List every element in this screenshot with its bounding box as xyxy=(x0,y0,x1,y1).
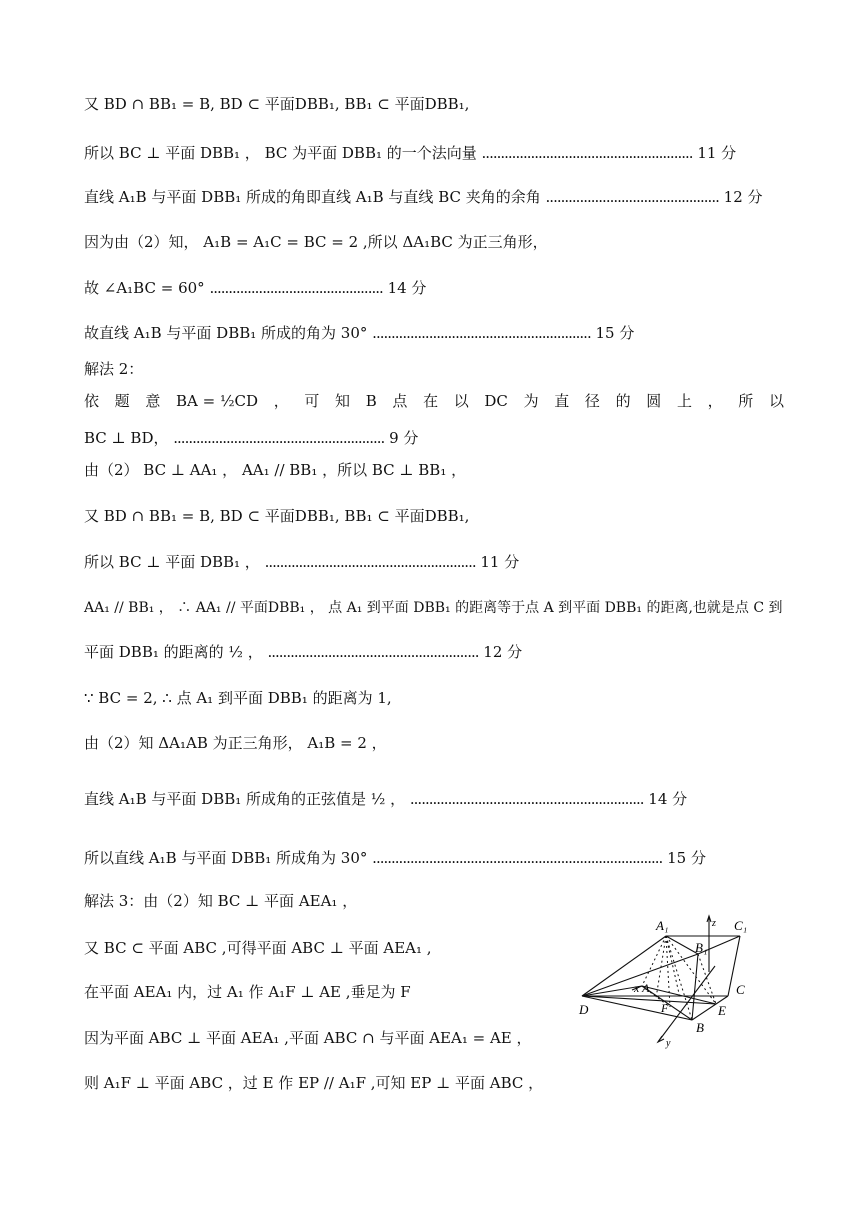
text-line-10: 由（2） BC ⊥ AA₁ ， AA₁ // BB₁ ，所以 BC ⊥ BB₁ ， xyxy=(84,461,467,479)
label-B: B xyxy=(696,1020,704,1035)
text-line-11: 又 BD ∩ BB₁ = B, BD ⊂ 平面DBB₁, BB₁ ⊂ 平面DBB₁, xyxy=(84,507,470,525)
line-8-word: 以 xyxy=(453,392,469,410)
label-z: z xyxy=(712,918,716,929)
line-2-text: 所以 BC ⊥ 平面 DBB₁ ， BC 为平面 DBB₁ 的一个法向量 xyxy=(84,144,477,162)
text-line-22: 因为平面 ABC ⊥ 平面 AEA₁ ,平面 ABC ∩ 与平面 AEA₁ = AE ， xyxy=(84,1029,532,1047)
text-line-5: 故 ∠A₁BC = 60° .............................................. 14 分 xyxy=(84,279,427,297)
line-2-score: 11 分 xyxy=(697,144,737,162)
line-14-score: 12 分 xyxy=(483,643,523,661)
label-C1: C₁ xyxy=(734,918,748,933)
line-6-text: 故直线 A₁B 与平面 DBB₁ 所成的角为 30° xyxy=(84,324,368,342)
text-line-21: 在平面 AEA₁ 内，过 A₁ 作 A₁F ⊥ AE ,垂足为 F xyxy=(84,983,411,1001)
line-8-word: 点 xyxy=(392,392,408,410)
label-A1: A₁ xyxy=(656,918,669,933)
text-line-18: 所以直线 A₁B 与平面 DBB₁ 所成角为 30° ............................................................................. 15 分 xyxy=(84,849,706,867)
text-line-16: 由（2）知 ΔA₁AB 为正三角形， A₁B = 2 ， xyxy=(84,734,387,752)
line-17-text: 直线 A₁B 与平面 DBB₁ 所成角的正弦值是 ½ ， xyxy=(84,790,406,808)
line-8-word: BA = ½CD xyxy=(176,392,259,410)
line-5-text: 故 ∠A₁BC = 60° xyxy=(84,279,205,297)
line-8-word: DC xyxy=(484,392,508,410)
line-8-word: ， xyxy=(707,392,723,410)
text-line-2: 所以 BC ⊥ 平面 DBB₁ ， BC 为平面 DBB₁ 的一个法向量 ........................................................ 11 分 xyxy=(84,144,737,162)
text-line-1: 又 BD ∩ BB₁ = B, BD ⊂ 平面DBB₁, BB₁ ⊂ 平面DBB₁, xyxy=(84,95,470,113)
line-8-word: 为 xyxy=(523,392,539,410)
text-line-12: 所以 BC ⊥ 平面 DBB₁ ， ........................................................ 11 分 xyxy=(84,553,520,571)
text-line-23: 则 A₁F ⊥ 平面 ABC ，过 E 作 EP // A₁F ,可知 EP ⊥ 平面 ABC ， xyxy=(84,1074,544,1092)
line-8-word: 径 xyxy=(584,392,600,410)
line-17-score: 14 分 xyxy=(648,790,688,808)
line-6-score: 15 分 xyxy=(595,324,635,342)
line-12-score: 11 分 xyxy=(480,553,520,571)
label-C: C xyxy=(736,982,745,997)
line-8-word: 依 xyxy=(84,392,100,410)
text-line-17: 直线 A₁B 与平面 DBB₁ 所成角的正弦值是 ½ ， .............................................................. 14 分 xyxy=(84,790,688,808)
line-5-score: 14 分 xyxy=(387,279,427,297)
line-8-word: 意 xyxy=(145,392,161,410)
text-line-15: ∵ BC = 2, ∴ 点 A₁ 到平面 DBB₁ 的距离为 1, xyxy=(84,689,392,707)
label-y: y xyxy=(666,1038,671,1049)
line-8-word: 上 xyxy=(676,392,692,410)
line-8-word: 所 xyxy=(738,392,754,410)
line-8-word: 以 xyxy=(768,392,784,410)
line-18-score: 15 分 xyxy=(667,849,706,867)
line-8-word: 在 xyxy=(423,392,439,410)
line-8-word: 圆 xyxy=(646,392,662,410)
line-8-word: 的 xyxy=(615,392,631,410)
line-8-word: 可 xyxy=(304,392,320,410)
line-18-text: 所以直线 A₁B 与平面 DBB₁ 所成角为 30° xyxy=(84,849,368,867)
text-line-3: 直线 A₁B 与平面 DBB₁ 所成的角即直线 A₁B 与直线 BC 夹角的余角 .............................................. 12 分 xyxy=(84,188,763,206)
line-8-word: 题 xyxy=(114,392,130,410)
label-D: D xyxy=(579,1002,589,1017)
line-8-word: ， xyxy=(273,392,289,410)
line-8-word: B xyxy=(365,392,377,410)
line-14-text: 平面 DBB₁ 的距离的 ½ ， xyxy=(84,643,263,661)
text-line-14: 平面 DBB₁ 的距离的 ½ ， ........................................................ 12 分 xyxy=(84,643,523,661)
method-3-heading: 解法 3：由（2）知 BC ⊥ 平面 AEA₁ ， xyxy=(84,892,358,910)
text-line-13: AA₁ // BB₁ ， ∴ AA₁ // 平面DBB₁ ， 点 A₁ 到平面 DBB₁ 的距离等于点 A 到平面 DBB₁ 的距离,也就是点 C 到 xyxy=(84,600,783,616)
line-3-score: 12 分 xyxy=(723,188,763,206)
text-line-6: 故直线 A₁B 与平面 DBB₁ 所成的角为 30° .......................................................... 15 分 xyxy=(84,324,635,342)
text-line-9: BC ⊥ BD， ........................................................ 9 分 xyxy=(84,429,419,447)
label-xA: x A xyxy=(634,981,650,995)
text-line-4: 因为由（2）知， A₁B = A₁C = BC = 2 ,所以 ΔA₁BC 为正三角形， xyxy=(84,233,548,251)
line-8-word: 知 xyxy=(335,392,351,410)
label-E: E xyxy=(718,1003,726,1018)
label-F: F xyxy=(661,1001,669,1015)
text-line-8 xyxy=(84,390,784,412)
text-line-20: 又 BC ⊂ 平面 ABC ,可得平面 ABC ⊥ 平面 AEA₁ , xyxy=(84,939,432,957)
line-12-text: 所以 BC ⊥ 平面 DBB₁ ， xyxy=(84,553,260,571)
line-3-text: 直线 A₁B 与平面 DBB₁ 所成的角即直线 A₁B 与直线 BC 夹角的余角 xyxy=(84,188,541,206)
line-9-text: BC ⊥ BD， xyxy=(84,429,169,447)
line-8-word: 直 xyxy=(554,392,570,410)
prism-figure xyxy=(570,912,770,1050)
line-9-score: 9 分 xyxy=(389,429,419,447)
label-B1: B₁ xyxy=(695,940,708,955)
method-2-heading: 解法 2： xyxy=(84,360,144,378)
